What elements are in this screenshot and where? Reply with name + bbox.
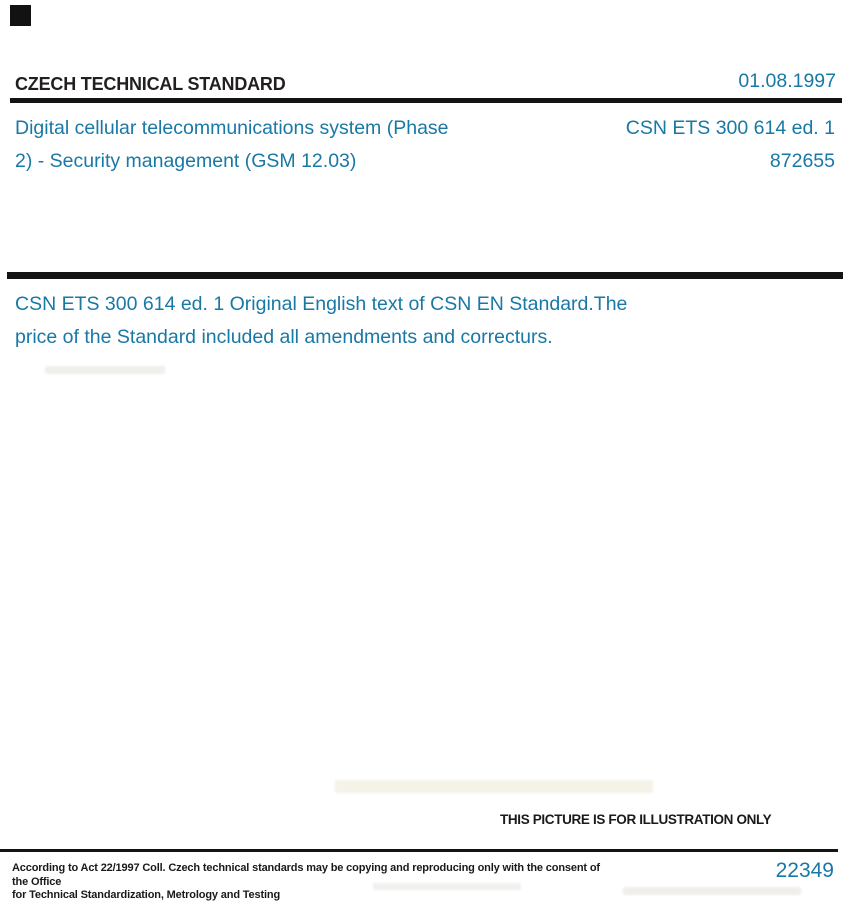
- standard-title: [15, 112, 535, 177]
- black-square-logo: [10, 5, 31, 26]
- page-title: CZECH TECHNICAL STANDARD: [15, 74, 286, 94]
- standard-code: CSN ETS 300 614 ed. 1: [625, 117, 835, 139]
- standard-title-line-2: 2) - Security management (GSM 12.03): [15, 149, 357, 172]
- order-number: 872655: [769, 149, 835, 172]
- copyright-line-2: for Technical Standardization, Metrology and Testing: [12, 889, 281, 901]
- ghost-text-artifact: [623, 887, 801, 895]
- issue-date: 01.08.1997: [738, 70, 836, 92]
- illustration-note: THIS PICTURE IS FOR ILLUSTRATION ONLY: [500, 812, 772, 827]
- description-line-2: price of the Standard included all amendments and correcturs.: [15, 325, 553, 348]
- standard-title-line-1: Digital cellular telecommunications system (Phase: [15, 117, 449, 139]
- header-rule: [10, 98, 842, 103]
- footer-rule: [0, 849, 838, 852]
- ghost-text-artifact: [335, 780, 653, 793]
- separator-rule: [7, 272, 843, 279]
- catalog-number: 22349: [775, 859, 834, 882]
- standard-code-block: [535, 112, 835, 177]
- standard-description: [15, 288, 715, 353]
- ghost-text-artifact: [373, 883, 521, 890]
- ghost-text-artifact: [45, 366, 165, 374]
- description-line-1: CSN ETS 300 614 ed. 1 Original English text of CSN EN Standard.The: [15, 293, 628, 315]
- footer-copyright: [12, 862, 612, 903]
- copyright-line-1: According to Act 22/1997 Coll. Czech technical standards may be copying and reproducing only with the consent of the Office: [12, 862, 600, 888]
